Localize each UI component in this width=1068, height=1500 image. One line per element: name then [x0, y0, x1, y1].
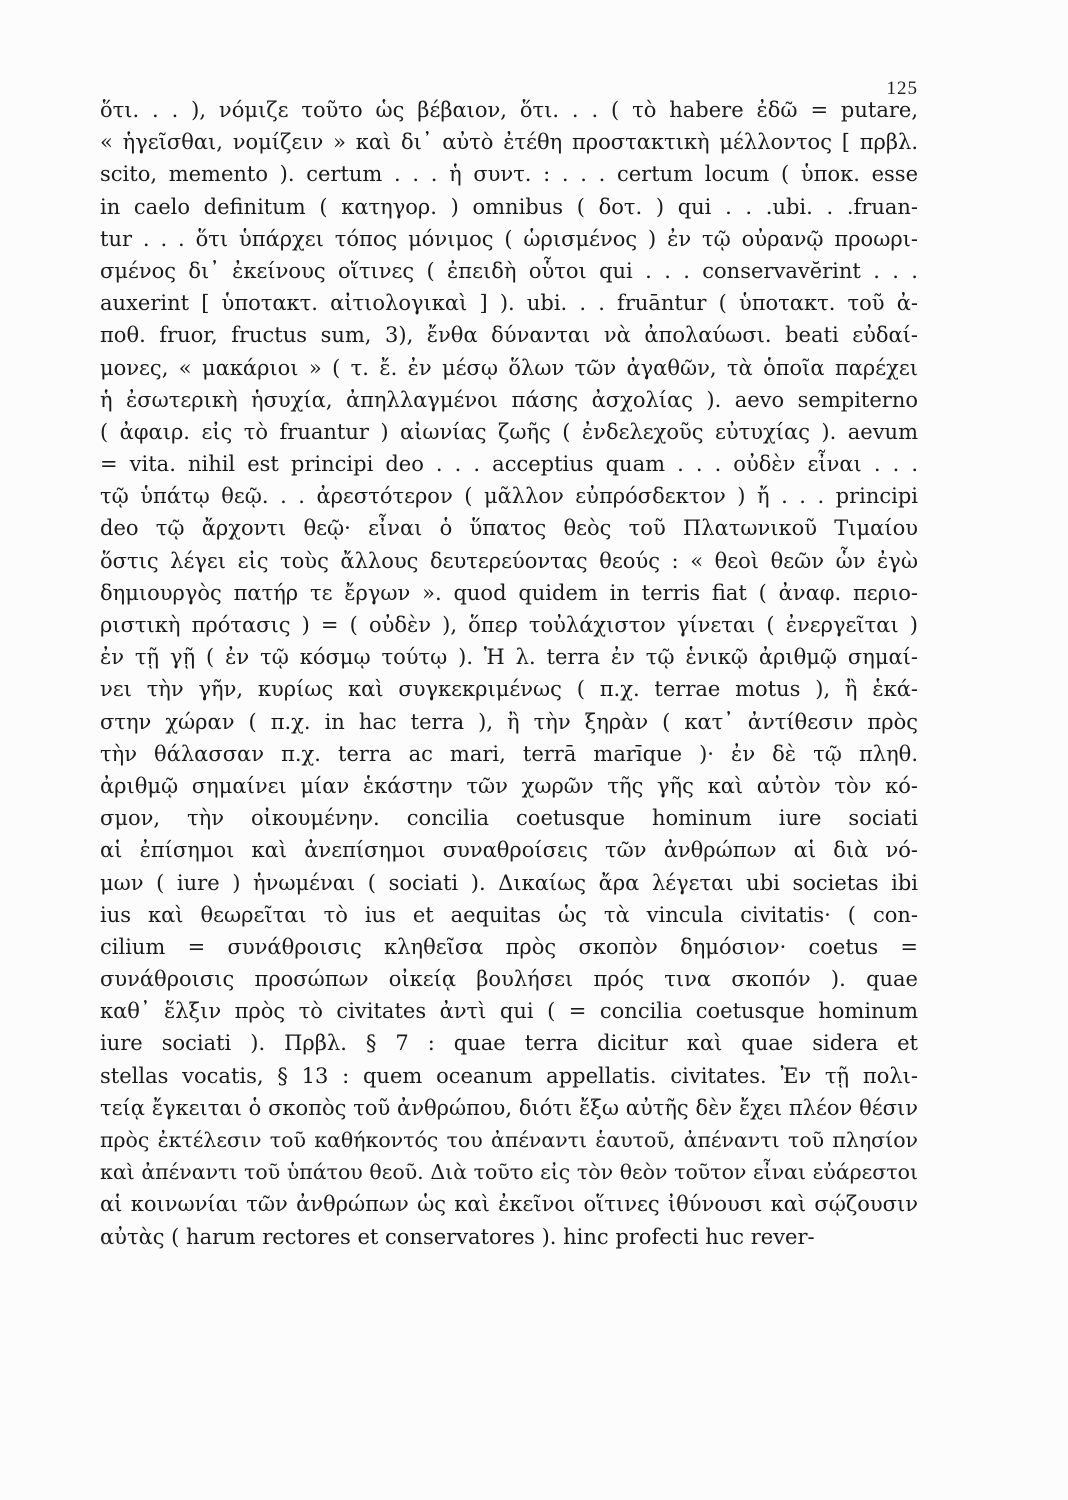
- text-line: stellas vocatis, § 13 : quem oceanum appellatis. civitates. Ἐν τῇ πολι-: [100, 1063, 918, 1088]
- text-line: ὅστις λέγει εἰς τοὺς ἄλλους δευτερεύοντας θεούς : « θεοὶ θεῶν ὧν ἐγὼ: [100, 548, 918, 573]
- text-line: σμένος δι᾽ ἐκείνους οἵτινες ( ἐπειδὴ οὗτοι qui . . . conservavĕrint . . .: [100, 258, 918, 283]
- text-line: tur . . . ὅτι ὑπάρχει τόπος μόνιμος ( ὡρισμένος ) ἐν τῷ οὐρανῷ προωρι-: [100, 226, 918, 251]
- text-line: ius καὶ θεωρεῖται τὸ ius et aequitas ὡς τὰ vincula civitatis· ( con-: [100, 902, 918, 927]
- text-line: καὶ ἀπέναντι τοῦ ὑπάτου θεοῦ. Διὰ τοῦτο εἰς τὸν θεὸν τοῦτον εἶναι εὐάρεστοι: [100, 1160, 918, 1185]
- text-line: ριστικὴ πρότασις ) = ( οὐδὲν ), ὅπερ τοὐλάχιστον γίνεται ( ἐνεργεῖται ): [100, 613, 918, 637]
- text-line: in caelo definitum ( κατηγορ. ) omnibus ( δοτ. ) qui . . .ubi. . .fruan-: [100, 194, 918, 219]
- text-line: = vita. nihil est principi deo . . . acceptius quam . . . οὐδὲν εἶναι . . .: [100, 452, 918, 477]
- text-line: ( ἀφαιρ. εἰς τὸ fruantur ) αἰωνίας ζωῆς ( ἐνδελεχοῦς εὐτυχίας ). aevum: [100, 419, 918, 444]
- text-line: deo τῷ ἄρχοντι θεῷ· εἶναι ὁ ὕπατος θεὸς τοῦ Πλατωνικοῦ Τιμαίου: [100, 516, 918, 541]
- text-line: ἡ ἐσωτερικὴ ἡσυχία, ἀπηλλαγμένοι πάσης ἀσχολίας ). aevo sempiterno: [100, 387, 918, 412]
- text-line: iure sociati ). Πρβλ. § 7 : quae terra dicitur καὶ quae sidera et: [100, 1031, 918, 1056]
- text-line: τείᾳ ἔγκειται ὁ σκοπὸς τοῦ ἀνθρώπου, διότι ἔξω αὐτῆς δὲν ἔχει πλέον θέσιν: [100, 1095, 918, 1120]
- text-line: αἱ ἐπίσημοι καὶ ἀνεπίσημοι συναθροίσεις τῶν ἀνθρώπων αἱ διὰ νό-: [100, 838, 918, 863]
- text-line: συνάθροισις προσώπων οἰκείᾳ βουλήσει πρός τινα σκοπόν ). quae: [100, 967, 918, 992]
- text-line: τῷ ὑπάτῳ θεῷ. . . ἀρεστότερον ( μᾶλλον εὐπρόσδεκτον ) ἤ . . . principi: [100, 484, 918, 509]
- text-line: auxerint [ ὑποτακτ. αἰτιολογικαὶ ] ). ubi. . . fruāntur ( ὑποτακτ. τοῦ ἀ-: [100, 291, 918, 316]
- text-line: στην χώραν ( π.χ. in hac terra ), ἢ τὴν ξηρὰν ( κατ᾽ ἀντίθεσιν πρὸς: [100, 709, 918, 734]
- text-line: « ἡγεῖσθαι, νομίζειν » καὶ δι᾽ αὐτὸ ἐτέθη προστακτικὴ μέλλοντος [ πρβλ.: [100, 130, 918, 155]
- text-line: νει τὴν γῆν, κυρίως καὶ συγκεκριμένως ( π.χ. terrae motus ), ἢ ἑκά-: [100, 677, 918, 702]
- text-line: αὐτὰς ( harum rectores et conservatores ). hinc profecti huc rever-: [100, 1224, 815, 1249]
- page-number: 125: [886, 78, 918, 99]
- text-line: ἀριθμῷ σημαίνει μίαν ἑκάστην τῶν χωρῶν τῆς γῆς καὶ αὐτὸν τὸν κό-: [100, 773, 918, 798]
- text-line: μων ( iure ) ἡνωμέναι ( sociati ). Δικαίως ἄρα λέγεται ubi societas ibi: [100, 870, 918, 895]
- text-line: ἐν τῇ γῇ ( ἐν τῷ κόσμῳ τούτῳ ). Ἡ λ. terra ἐν τῷ ἑνικῷ ἀριθμῷ σημαί-: [100, 645, 918, 670]
- text-line: τὴν θάλασσαν π.χ. terra ac mari, terrā marīque )· ἐν δὲ τῷ πληθ.: [100, 741, 918, 766]
- text-line: cilium = συνάθροισις κληθεῖσα πρὸς σκοπὸν δημόσιον· coetus =: [100, 934, 918, 959]
- text-line: ὅτι. . . ), νόμιζε τοῦτο ὡς βέβαιον, ὅτι. . . ( τὸ habere ἐδῶ = putare,: [100, 98, 918, 122]
- text-line: καθ᾽ ἕλξιν πρὸς τὸ civitates ἀντὶ qui ( = concilia coetusque hominum: [100, 999, 918, 1024]
- text-line: σμον, τὴν οἰκουμένην. concilia coetusque hominum iure sociati: [100, 806, 918, 831]
- text-line: scito, memento ). certum . . . ἡ συντ. : . . . certum locum ( ὑποκ. esse: [100, 162, 918, 187]
- text-line: αἱ κοινωνίαι τῶν ἀνθρώπων ὡς καὶ ἐκεῖνοι οἵτινες ἰθύνουσι καὶ σῴζουσιν: [100, 1192, 918, 1217]
- commentary-text: [100, 94, 918, 1253]
- text-line: δημιουργὸς πατήρ τε ἔργων ». quod quidem in terris fiat ( ἀναφ. περιο-: [100, 580, 918, 605]
- text-line: μονες, « μακάριοι » ( τ. ἔ. ἐν μέσῳ ὅλων τῶν ἀγαθῶν, τὰ ὁποῖα παρέχει: [100, 355, 918, 380]
- text-line: πρὸς ἐκτέλεσιν τοῦ καθήκοντός του ἀπέναντι ἑαυτοῦ, ἀπέναντι τοῦ πλησίον: [100, 1128, 918, 1152]
- text-line: ποθ. fruor, fructus sum, 3), ἔνθα δύνανται νὰ ἀπολαύωσι. beati εὐδαί-: [100, 323, 918, 348]
